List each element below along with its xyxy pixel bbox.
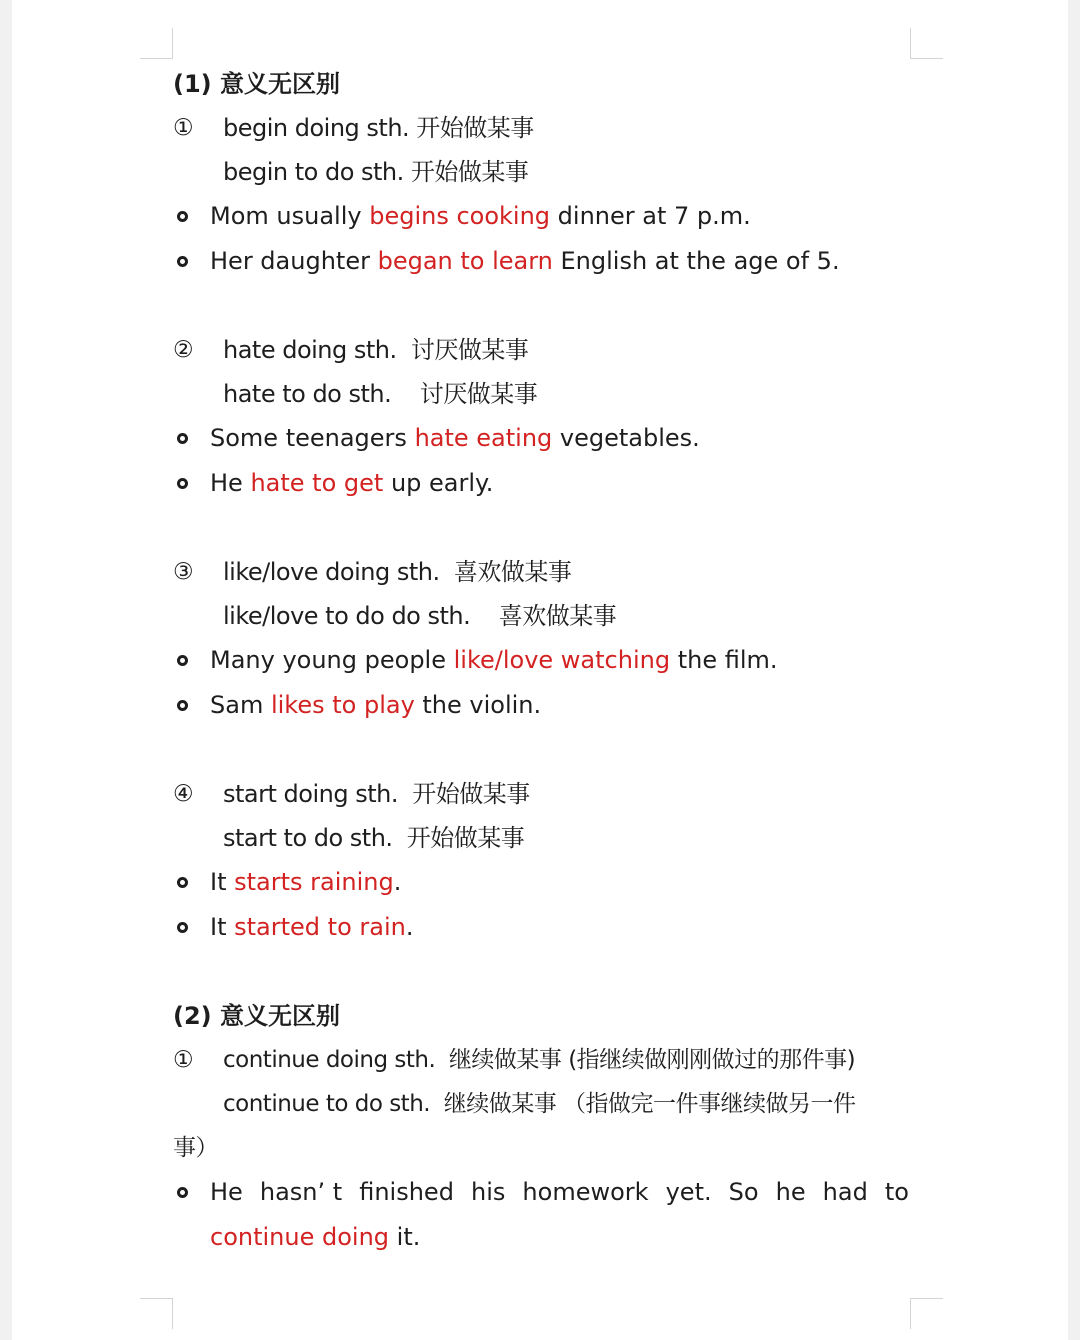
form-text: start to do sth. 开始做某事 <box>223 824 525 852</box>
form-line <box>173 1082 913 1126</box>
section-heading: (1) 意义无区别 <box>173 70 340 98</box>
crop-mark-top-right <box>910 28 943 59</box>
form-text: like/love doing sth. 喜欢做某事 <box>223 558 572 586</box>
example-item <box>173 239 913 284</box>
form-text: hate doing sth. 讨厌做某事 <box>223 336 529 364</box>
bullet-icon <box>177 478 188 489</box>
example-text: It starts raining. <box>210 868 402 896</box>
example-text: continue doing it. <box>210 1223 421 1251</box>
example-text: It started to rain. <box>210 913 414 941</box>
form-text: like/love to do do sth. 喜欢做某事 <box>223 602 617 630</box>
form-text: begin to do sth. 开始做某事 <box>223 158 529 186</box>
bullet-icon <box>177 700 188 711</box>
highlight-phrase: begins cooking <box>369 202 551 230</box>
crop-mark-bottom-right <box>910 1298 943 1329</box>
example-text: Sam likes to play the violin. <box>210 691 542 719</box>
example-text: Many young people like/love watching the film. <box>210 646 778 674</box>
bullet-icon <box>177 1187 188 1198</box>
circled-number: ④ <box>173 781 194 807</box>
circled-number: ② <box>173 337 194 363</box>
section-heading: (2) 意义无区别 <box>173 1002 340 1030</box>
form-line-wrap <box>173 1126 913 1170</box>
example-continuation <box>173 1215 913 1259</box>
highlight-phrase: began to learn <box>377 247 553 275</box>
form-text: start doing sth. 开始做某事 <box>223 780 530 808</box>
example-item <box>173 683 913 728</box>
crop-mark-top-left <box>140 28 173 59</box>
document-content <box>173 62 913 1259</box>
form-line <box>173 816 913 860</box>
form-line <box>173 328 913 372</box>
bullet-icon <box>177 877 188 888</box>
highlight-phrase: hate eating <box>414 424 553 452</box>
example-text-justified: He hasn’ t finished his homework yet. So he had to <box>210 1178 909 1206</box>
form-line <box>173 1038 913 1082</box>
form-text: hate to do sth. 讨厌做某事 <box>223 380 538 408</box>
example-item <box>173 1170 913 1215</box>
form-line <box>173 150 913 194</box>
bullet-icon <box>177 256 188 267</box>
circled-number: ③ <box>173 559 194 585</box>
example-item <box>173 638 913 683</box>
highlight-phrase: likes to play <box>270 691 415 719</box>
example-item <box>173 194 913 239</box>
form-text: continue doing sth. 继续做某事 (指继续做刚刚做过的那件事) <box>223 1047 856 1073</box>
form-line <box>173 106 913 150</box>
form-text: continue to do sth. 继续做某事 （指做完一件事继续做另一件 <box>223 1091 856 1117</box>
form-line <box>173 372 913 416</box>
highlight-phrase: hate to get <box>250 469 384 497</box>
circled-number: ① <box>173 1047 194 1073</box>
highlight-phrase: started to rain <box>234 913 406 941</box>
form-line <box>173 594 913 638</box>
form-line <box>173 772 913 816</box>
form-text: begin doing sth. 开始做某事 <box>223 114 534 142</box>
bullet-icon <box>177 922 188 933</box>
form-line <box>173 550 913 594</box>
bullet-icon <box>177 211 188 222</box>
crop-mark-bottom-left <box>140 1298 173 1329</box>
example-item <box>173 416 913 461</box>
example-item <box>173 860 913 905</box>
example-text: Her daughter began to learn English at the age of 5. <box>210 247 840 275</box>
example-text: He hate to get up early. <box>210 469 494 497</box>
highlight-phrase: like/love watching <box>453 646 671 674</box>
example-item <box>173 905 913 950</box>
form-text-wrap: 事） <box>173 1135 218 1161</box>
example-text: Mom usually begins cooking dinner at 7 p.m. <box>210 202 751 230</box>
example-text: Some teenagers hate eating vegetables. <box>210 424 700 452</box>
bullet-icon <box>177 433 188 444</box>
highlight-phrase: continue doing <box>210 1223 390 1251</box>
highlight-phrase: starts raining <box>234 868 394 896</box>
circled-number: ① <box>173 115 194 141</box>
example-item <box>173 461 913 506</box>
bullet-icon <box>177 655 188 666</box>
